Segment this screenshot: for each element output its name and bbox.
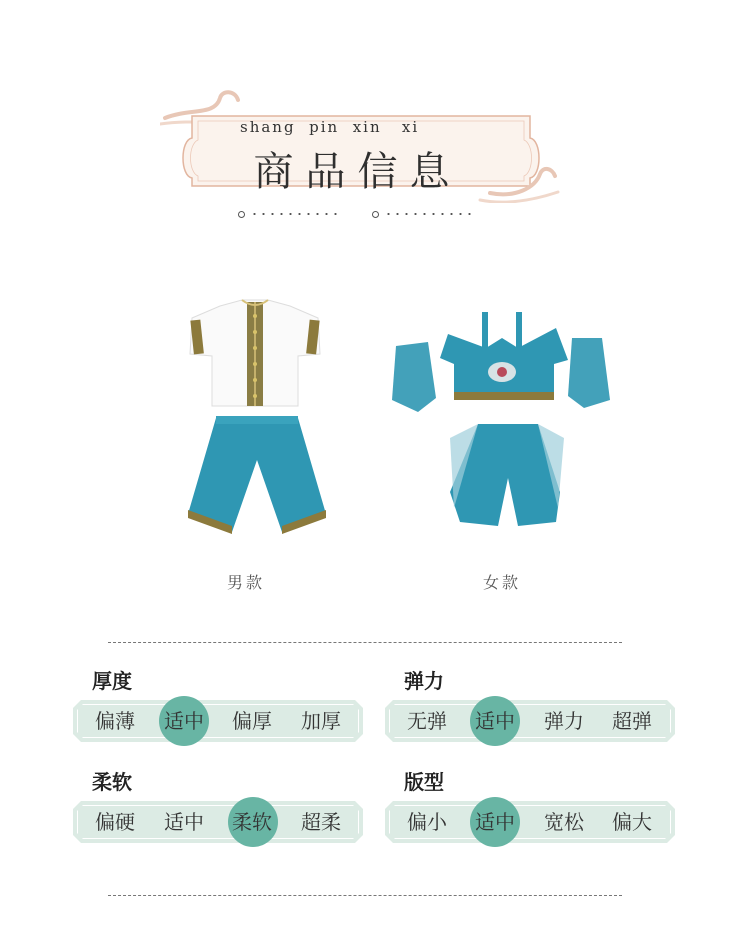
male-style-label: 男款 (226, 573, 265, 592)
header-pinyin: shang pin xin xi (240, 118, 420, 136)
elasticity-option-3: 弹力 (544, 709, 584, 733)
male-outfit-image (180, 296, 330, 542)
fit-option-4: 偏大 (612, 810, 652, 834)
divider-bottom (108, 895, 622, 896)
softness-title: 柔软 (92, 770, 132, 794)
thickness-title: 厚度 (92, 669, 132, 693)
softness-option-2: 适中 (164, 810, 204, 834)
fit-option-1: 偏小 (407, 810, 447, 834)
elasticity-option-2: 适中 (475, 709, 515, 733)
softness-option-3: 柔软 (232, 810, 272, 834)
page-title: 商品信息 (253, 149, 462, 195)
female-outfit-image (388, 308, 618, 536)
softness-option-1: 偏硬 (95, 810, 135, 834)
thickness-option-2: 适中 (164, 709, 204, 733)
thickness-option-4: 加厚 (301, 709, 341, 733)
thickness-option-1: 偏薄 (95, 709, 135, 733)
thickness-option-3: 偏厚 (232, 709, 272, 733)
elasticity-option-4: 超弹 (612, 709, 652, 733)
dot-divider-right (372, 208, 472, 220)
elasticity-title: 弹力 (404, 669, 444, 693)
fit-option-3: 宽松 (544, 810, 584, 834)
fit-option-2: 适中 (475, 810, 515, 834)
elasticity-option-1: 无弹 (407, 709, 447, 733)
fit-title: 版型 (404, 770, 444, 794)
dot-divider-left (238, 208, 338, 220)
divider-top (108, 642, 622, 643)
female-style-label: 女款 (482, 573, 521, 592)
softness-option-4: 超柔 (301, 810, 341, 834)
